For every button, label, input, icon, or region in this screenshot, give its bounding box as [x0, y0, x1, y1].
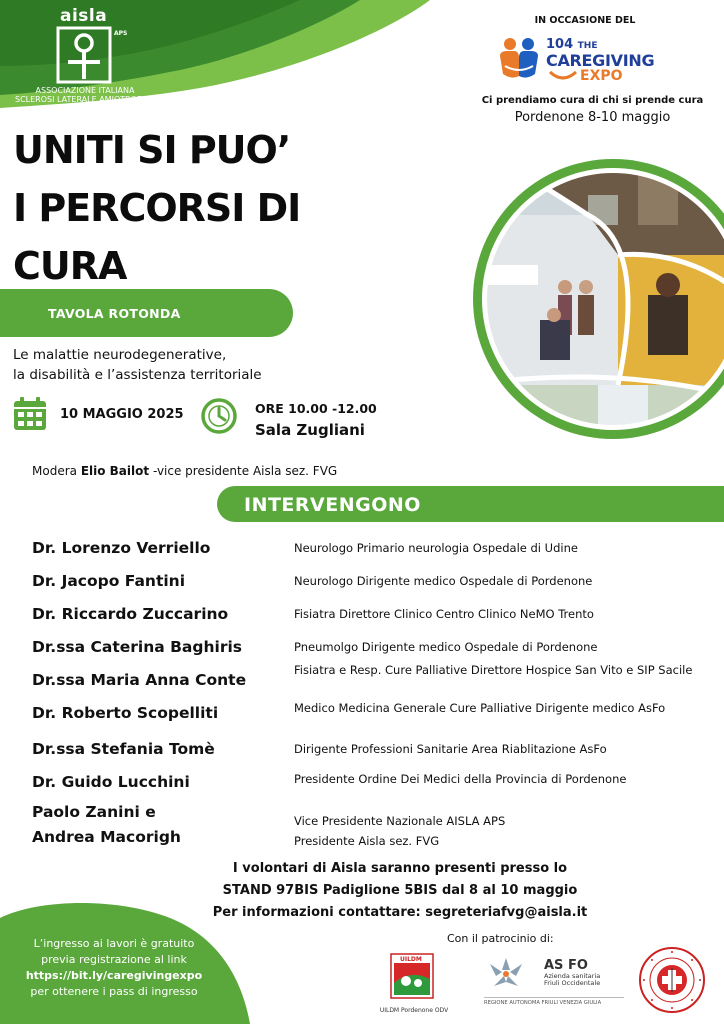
subtitle-line1: Le malattie neurodegenerative,: [13, 347, 227, 363]
speaker-name: Dr.ssa Caterina Baghiris: [32, 638, 242, 656]
event-date: 10 MAGGIO 2025: [60, 407, 184, 422]
uildm-caption: UILDM Pordenone ODV: [379, 1007, 449, 1014]
speaker-name: Dr.ssa Stefania Tomè: [32, 740, 215, 758]
speaker-role: Pneumolgo Dirigente medico Ospedale di Pordenone: [294, 640, 598, 654]
speaker-name: Dr. Riccardo Zuccarino: [32, 605, 229, 623]
photo-collage: [468, 155, 724, 443]
registration-info: [0, 936, 228, 1000]
event-place-dates: Pordenone 8-10 maggio: [514, 110, 671, 125]
aisla-logo-word: aisla: [60, 6, 108, 26]
moderator-role: -vice presidente Aisla sez. FVG: [152, 464, 338, 478]
final-speaker-role-2: Presidente Aisla sez. FVG: [294, 834, 440, 848]
speaker-role: Presidente Ordine Dei Medici della Provincia di Pordenone: [294, 772, 627, 786]
clock-icon: [200, 397, 238, 435]
aisla-aps-label: APS: [114, 30, 128, 37]
registration-line4: per ottenere i pass di ingresso: [30, 985, 198, 998]
event-subtitle: [13, 345, 333, 385]
speaker-name: Dr. Jacopo Fantini: [32, 572, 186, 590]
patronage-label: Con il patrocinio di:: [447, 932, 554, 945]
ordine-medici-seal-icon: [638, 946, 706, 1014]
moderator-line: [32, 464, 337, 478]
asfo-subtitle: [544, 973, 624, 987]
speaker-role: Dirigente Professioni Sanitarie Area Riablitazione AsFo: [294, 742, 607, 756]
speaker-name: Dr.ssa Maria Anna Conte: [32, 671, 247, 689]
tavola-rotonda-label: TAVOLA ROTONDA: [48, 306, 181, 321]
registration-line2: previa registrazione al link: [41, 953, 187, 966]
speaker-role: Neurologo Primario neurologia Ospedale di Udine: [294, 541, 578, 555]
event-time: ORE 10.00 -12.00: [255, 401, 377, 416]
speaker-role: Medico Medicina Generale Cure Palliative Dirigente medico AsFo: [294, 701, 666, 715]
final-speaker-name-2: Andrea Macorigh: [32, 828, 181, 846]
title-line-1: UNITI SI PUO’: [13, 128, 291, 172]
asfo-logo-icon: [484, 954, 528, 990]
calendar-icon: [12, 396, 48, 432]
title-line-2: I PERCORSI DI: [13, 186, 301, 230]
aisla-logo-subtitle: [14, 86, 156, 104]
asfo-sub2: Friuli Occidentale: [544, 979, 601, 987]
speaker-role: Neurologo Dirigente medico Ospedale di Pordenone: [294, 574, 593, 588]
subtitle-line2: la disabilità e l’assistenza territoriale: [13, 367, 262, 383]
moderator-name: Elio Bailot: [80, 464, 150, 478]
speaker-role: Fisiatra Direttore Clinico Centro Clinico NeMO Trento: [294, 607, 594, 621]
speaker-name: Dr. Lorenzo Verriello: [32, 539, 211, 557]
volunteers-contact: Per informazioni contattare: segreteriafvg@aisla.it: [212, 905, 588, 920]
expo-word: EXPO: [580, 68, 623, 84]
event-room: Sala Zugliani: [255, 421, 365, 439]
uildm-mark: UILDM: [400, 956, 422, 963]
expo-people-icon: [497, 36, 541, 84]
logo-subtitle-line2: SCLEROSI LATERALE AMIOTROFICA: [15, 95, 155, 104]
moderator-prefix: Modera: [32, 464, 77, 478]
aisla-logo-icon: [56, 26, 112, 84]
final-speaker-role-1: Vice Presidente Nazionale AISLA APS: [294, 814, 506, 828]
asfo-sub1: Azienda sanitaria: [544, 972, 601, 980]
expo-the: THE: [577, 41, 598, 51]
expo-number-value: 104: [546, 37, 574, 52]
asfo-region: REGIONE AUTONOMA FRIULI VENEZIA GIULIA: [484, 997, 624, 1006]
occasion-label: IN OCCASIONE DEL: [534, 15, 636, 26]
speaker-name: Dr. Guido Lucchini: [32, 773, 190, 791]
expo-caregiving: CAREGIVING: [546, 51, 655, 70]
logo-subtitle-line1: ASSOCIAZIONE ITALIANA: [35, 86, 135, 95]
expo-number: [546, 37, 598, 52]
asfo-name: AS FO: [544, 958, 588, 973]
volunteers-line2: STAND 97BIS Padiglione 5BIS dal 8 al 10 maggio: [222, 883, 578, 898]
speaker-role: Fisiatra e Resp. Cure Palliative Direttore Hospice San Vito e SIP Sacile: [294, 663, 693, 677]
registration-link[interactable]: https://bit.ly/caregivingexpo: [25, 969, 203, 982]
expo-tagline: Ci prendiamo cura di chi si prende cura: [481, 95, 704, 106]
registration-line1: L’ingresso ai lavori è gratuito: [33, 937, 195, 950]
intervengono-label: INTERVENGONO: [244, 494, 421, 516]
volunteers-line1: I volontari di Aisla saranno presenti presso lo: [232, 861, 568, 876]
final-speaker-name-1: Paolo Zanini e: [32, 803, 156, 821]
title-line-3: CURA: [13, 244, 127, 288]
speaker-name: Dr. Roberto Scopelliti: [32, 704, 219, 722]
expo-smile-icon: [548, 68, 578, 82]
